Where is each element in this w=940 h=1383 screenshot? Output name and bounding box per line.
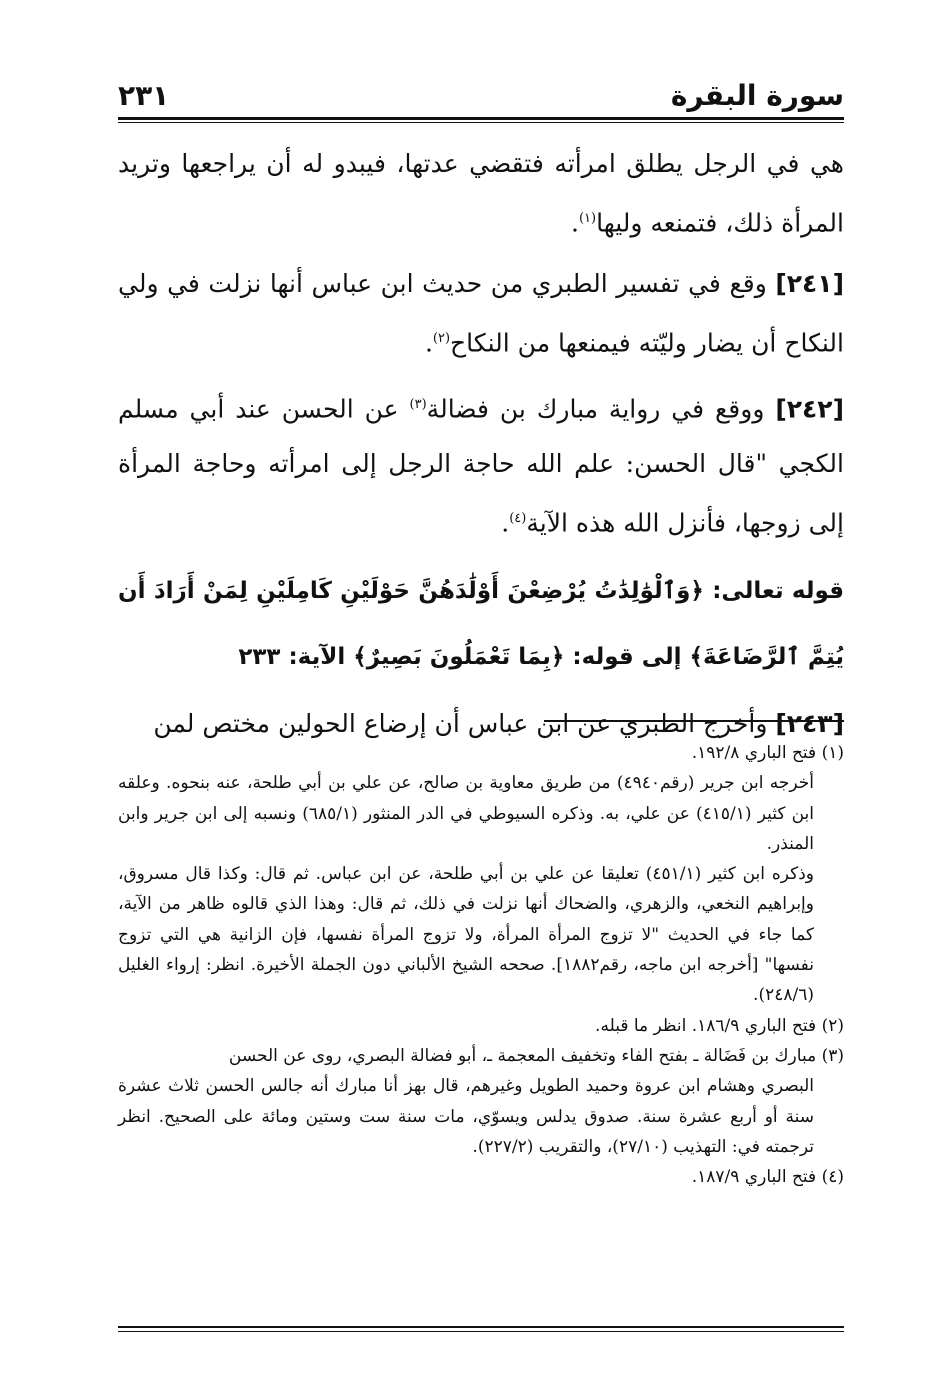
paragraph-242: [٢٤٢] ووقع في رواية مبارك بن فضالة$^{(٣)}$ عن الحسن عند أبي مسلم الكجي "قال الحسن: علم الله حاجة الرجل إلى امرأته وحاجة المرأة إلى زوجها، فأنزل الله هذه الآية$^{(٤)}$.	[118, 393, 844, 538]
paragraph-241: [٢٤١] وقع في تفسير الطبري من حديث ابن عباس أنها نزلت في ولي النكاح أن يضار وليّته فيمنعها من النكاح$^{(٢)}$.	[118, 269, 844, 358]
verse-intro: قوله تعالى:	[712, 578, 845, 605]
paragraph-1-text: هي في الرجل يطلق امرأته فتقضي عدتها، فيبدو له أن يراجعها وتريد المرأة ذلك، فتمنعه وليها	[118, 149, 844, 238]
footnotes	[118, 738, 844, 1192]
footnote-separator	[544, 720, 844, 722]
bottom-rule	[118, 1326, 844, 1328]
sura-title: سورة البقرة	[670, 79, 844, 112]
footnote-ref-1: (١)	[578, 211, 597, 226]
page-header	[118, 66, 844, 116]
verse-text-1: ﴿وَٱلْوَٰلِدَٰتُ يُرْضِعْنَ أَوْلَٰدَهُنَّ حَوْلَيْنِ كَامِلَيْنِ لِمَنْ أَرَادَ أَن يُتِمَّ ٱلرَّضَاعَةَ﴾	[118, 578, 844, 671]
page-number: ٢٣١	[118, 79, 170, 112]
header-rule	[118, 117, 844, 120]
entry-number-241: [٢٤١]	[775, 269, 844, 299]
footnote-4: (٤) فتح الباري ١٨٧/٩.	[691, 1167, 844, 1188]
verse-text-2: ﴿بِمَا تَعْمَلُونَ بَصِيرٌ﴾	[353, 644, 565, 671]
bottom-rule-thin	[118, 1331, 844, 1332]
paragraph-242-text-a: ووقع في رواية مبارك بن فضالة	[426, 393, 765, 423]
paragraph-243-text: وأخرج الطبري عن ابن عباس أن إرضاع الحولين مختص لمن	[153, 709, 768, 739]
verse-reference: الآية: ٢٣٣	[238, 644, 346, 671]
quran-verse-heading	[118, 558, 844, 690]
footnote-ref-4: (٤)	[509, 510, 527, 526]
paragraph-242-text-b: عن الحسن عند أبي مسلم الكجي "قال الحسن: علم الله حاجة الرجل إلى امرأته وحاجة المرأة إلى زوجها، فأنزل الله هذه الآية	[118, 393, 844, 538]
header-rule-thin	[118, 122, 844, 123]
footnote-1-body-2: وذكره ابن كثير (٤٥١/١) تعليقا عن علي بن أبي طلحة، عن ابن عباس. ثم قال: وكذا قال مسروق، وإبراهيم النخعي، والزهري، والضحاك أنها نزلت في ذلك، ثم قال: وهذا الذي قالوه ظاهر من الآية، كما جاء في الحديث "لا تزوج المرأة المرأة، ولا تزوج المرأة نفسها، فإن الزانية هي التي تزوج نفسها" [أخرجه ابن ماجه، رقم١٨٨٢]. صححه الشيخ الألباني دون الجملة الأخيرة. انظر: إرواء الغليل (٢٤٨/٦).	[118, 864, 814, 1006]
footnote-1-body-1: أخرجه ابن جرير (رقم٤٩٤٠) من طريق معاوية بن صالح، عن علي بن أبي طلحة، عنه بنحوه. وعلقه ابن كثير (٤١٥/١) عن علي، به. وذكره السيوطي في الدر المنثور (٦٨٥/١) ونسبه إلى ابن جرير وابن المنذر.	[118, 773, 814, 854]
footnote-1-head: (١) فتح الباري ١٩٢/٨.	[691, 743, 844, 763]
footnote-ref-3: (٣)	[409, 396, 427, 412]
entry-number-243: [٢٤٣]	[775, 709, 844, 739]
entry-number-242: [٢٤٢]	[775, 393, 844, 423]
footnote-ref-2: (٢)	[432, 331, 451, 347]
main-text	[118, 136, 844, 757]
footnote-2: (٢) فتح الباري ١٨٦/٩. انظر ما قبله.	[595, 1015, 844, 1036]
verse-mid: إلى قوله:	[572, 644, 682, 671]
footnote-3-body: البصري وهشام ابن عروة وحميد الطويل وغيرهم، قال بهز أنا مبارك أنه جالس الحسن ثلاث عشرة سنة أو أربع عشرة سنة. صدوق يدلس ويسوّي، مات سنة ست وستين ومائة على الصحيح. انظر ترجمته في: التهذيب (٢٧/١٠)، والتقريب (٢٢٧/٢).	[118, 1076, 814, 1157]
paragraph-241-text: وقع في تفسير الطبري من حديث ابن عباس أنها نزلت في ولي النكاح أن يضار وليّته فيمنعها من النكاح	[118, 269, 844, 358]
paragraph-1: هي في الرجل يطلق امرأته فتقضي عدتها، فيبدو له أن يراجعها وتريد المرأة ذلك، فتمنعه وليها$^{(١)}$.	[118, 149, 844, 238]
footnote-3-head: (٣) مبارك بن فَضَالة ـ بفتح الفاء وتخفيف المعجمة ـ، أبو فضالة البصري، روى عن الحسن	[228, 1045, 844, 1066]
